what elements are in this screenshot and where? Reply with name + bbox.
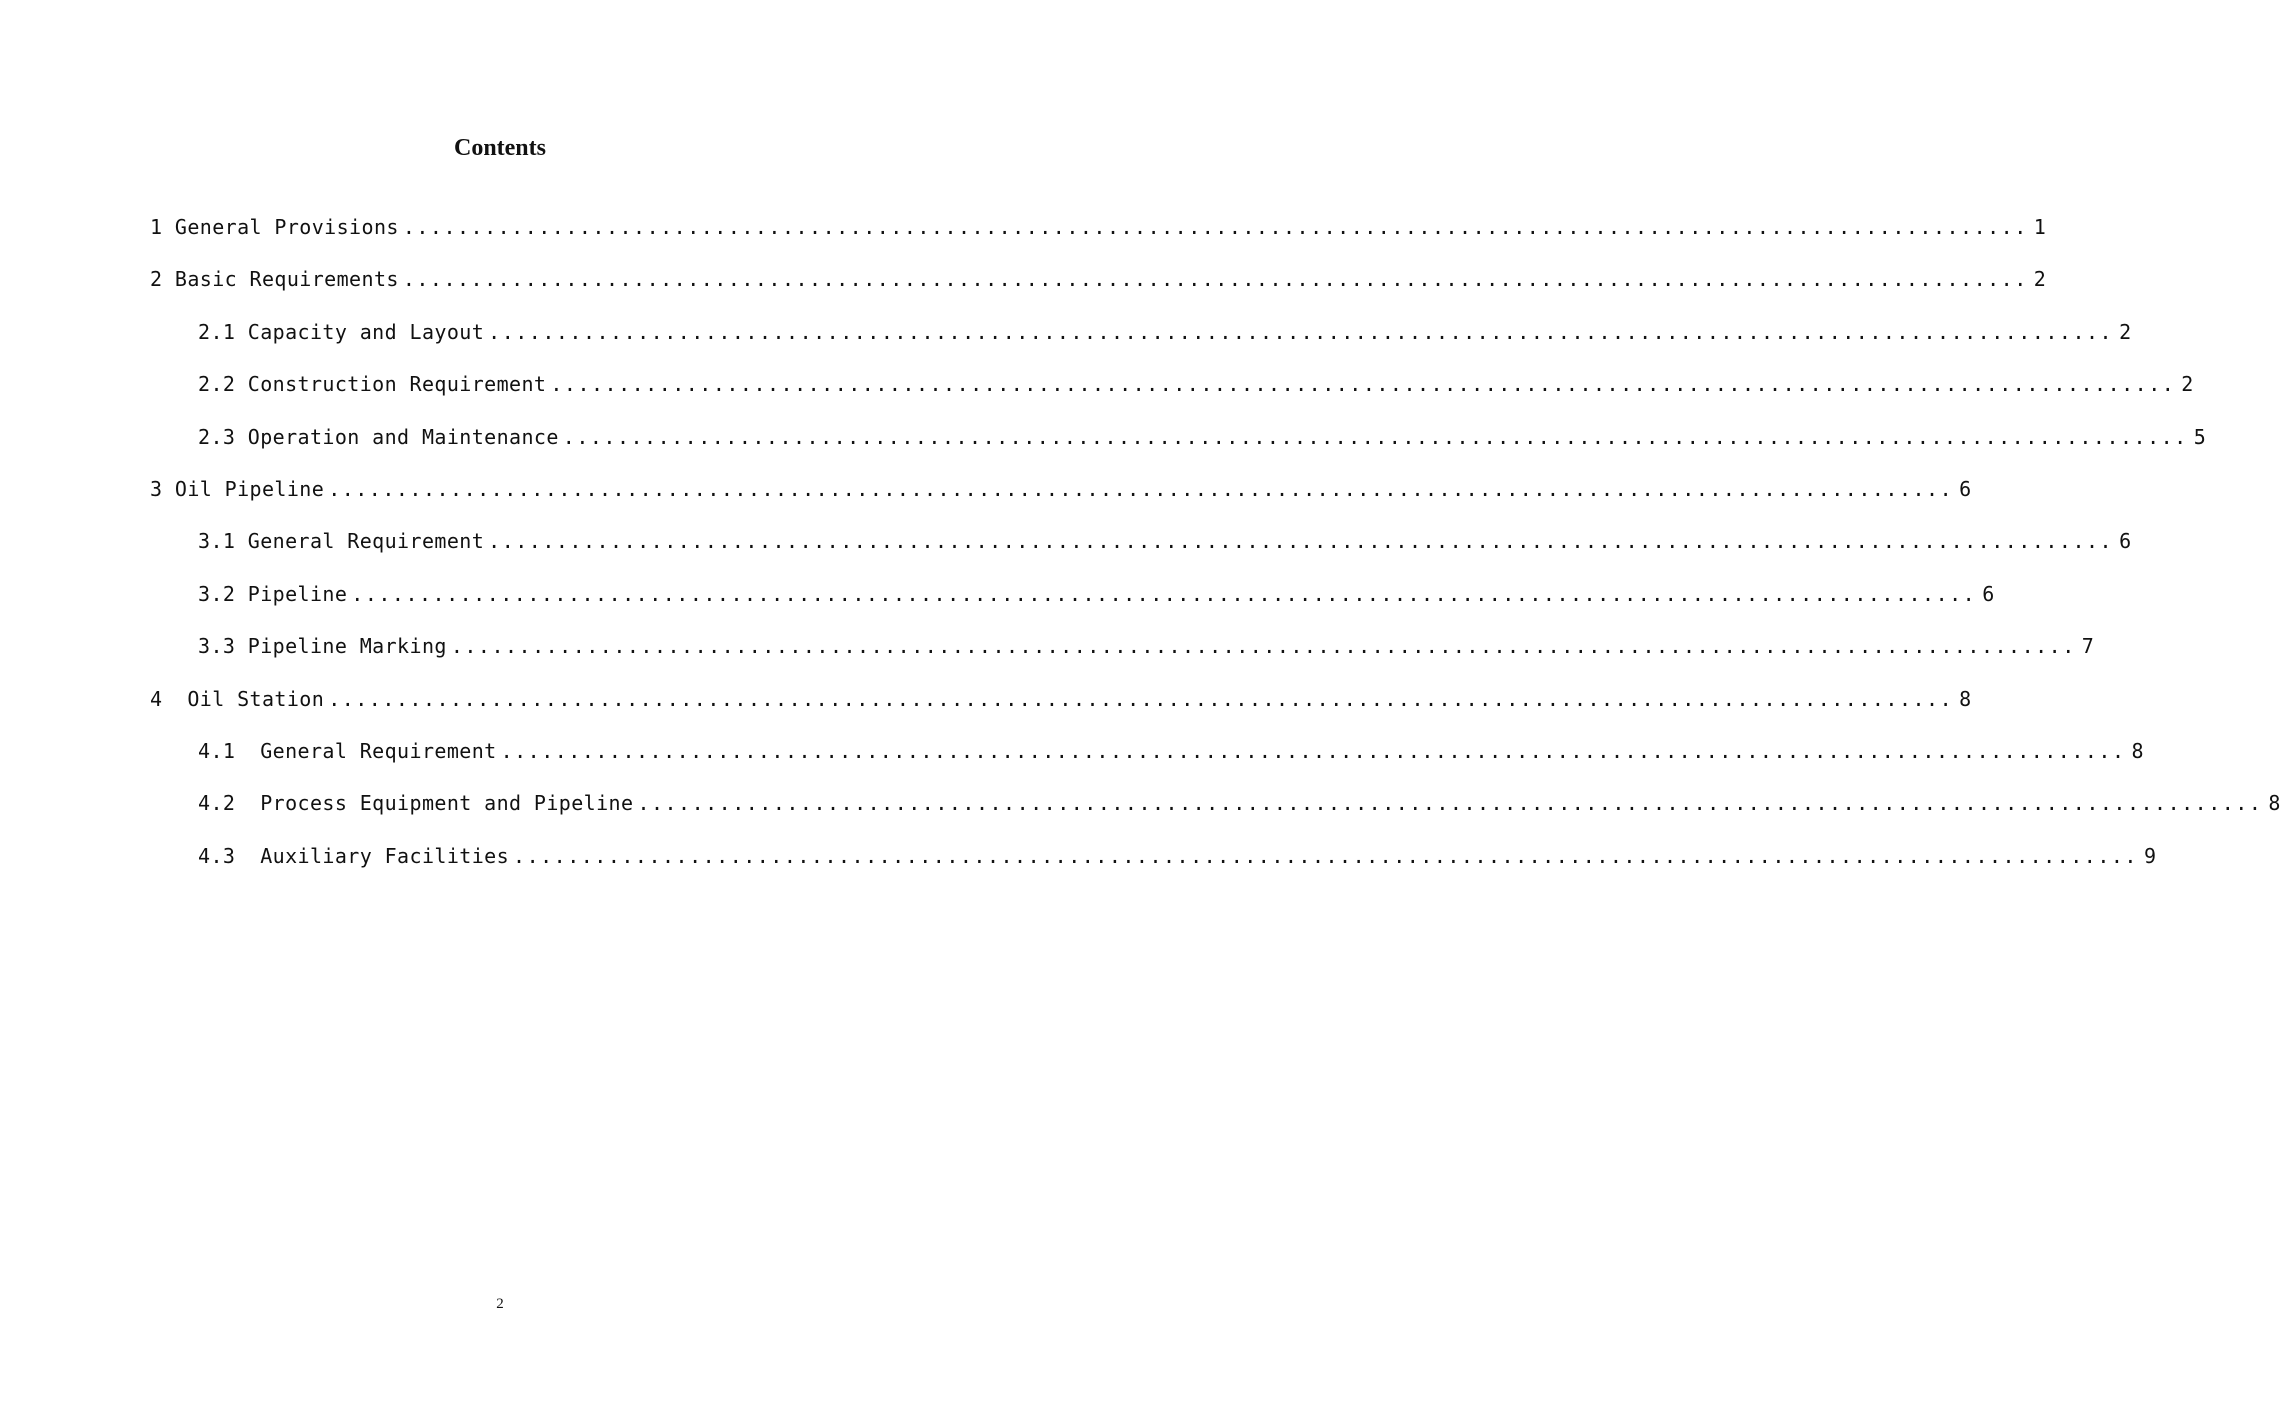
- toc-entry-label: 2 Basic Requirements: [150, 267, 399, 292]
- toc-entry-label: 2.3 Operation and Maintenance: [198, 424, 559, 449]
- toc-leader-dots: ........................................................................................................................: [402, 215, 2028, 239]
- toc-entry-label: 3.3 Pipeline Marking: [198, 634, 447, 659]
- toc-entry-label: 4.3 Auxiliary Facilities: [198, 843, 510, 868]
- toc-entry-label: 2.2 Construction Requirement: [198, 372, 547, 397]
- toc-entry[interactable]: [150, 315, 2132, 367]
- page-title: Contents: [453, 135, 546, 161]
- toc-entry[interactable]: [150, 472, 1972, 524]
- toc-entry-label: 4.1 General Requirement: [198, 738, 497, 763]
- toc-entry[interactable]: [150, 210, 2047, 262]
- toc-leader-dots: ........................................................................................................................: [637, 791, 2263, 816]
- toc-entry-page: 8: [2268, 791, 2281, 816]
- toc-entry-page: 6: [1959, 476, 1972, 501]
- toc-leader-dots: ........................................................................................................................: [550, 372, 2176, 397]
- toc-entry-label: 2.1 Capacity and Layout: [198, 319, 485, 344]
- page-number: 2: [496, 1296, 504, 1312]
- toc-leader-dots: ........................................................................................................................: [513, 843, 2138, 868]
- toc-entry-label: 1 General Provisions: [150, 215, 399, 239]
- toc-leader-dots: ........................................................................................................................: [328, 476, 1954, 501]
- toc-leader-dots: ........................................................................................................................: [328, 686, 1954, 711]
- toc-entry-page: 8: [1959, 686, 1972, 711]
- toc-entry[interactable]: [150, 524, 2132, 576]
- toc-entry-page: 6: [2119, 529, 2132, 554]
- toc-entry[interactable]: [150, 367, 2194, 419]
- toc-leader-dots: ........................................................................................................................: [562, 424, 2188, 449]
- toc-entry[interactable]: [150, 839, 2157, 891]
- toc-leader-dots: ........................................................................................................................: [500, 738, 2126, 763]
- toc-entry[interactable]: [150, 262, 2047, 314]
- toc-entry[interactable]: [150, 420, 2207, 472]
- toc-leader-dots: ........................................................................................................................: [488, 319, 2114, 344]
- toc-leader-dots: ........................................................................................................................: [488, 529, 2114, 554]
- toc-entry-page: 9: [2143, 843, 2157, 868]
- toc-entry-label: 3.2 Pipeline: [198, 581, 348, 606]
- toc-entry-page: 2: [2119, 319, 2132, 344]
- toc-leader-dots: ........................................................................................................................: [402, 267, 2028, 292]
- toc-entry[interactable]: [150, 682, 1972, 734]
- toc-entry[interactable]: [150, 734, 2144, 786]
- toc-entry-page: 7: [2081, 634, 2095, 659]
- toc-entry[interactable]: [150, 629, 2095, 681]
- toc-leader-dots: ........................................................................................................................: [351, 581, 1977, 606]
- toc-entry[interactable]: [150, 786, 2281, 838]
- toc-entry-page: 1: [2033, 215, 2047, 239]
- toc-entry[interactable]: [150, 577, 1995, 629]
- toc-entry-page: 5: [2193, 424, 2207, 449]
- toc-entry-label: 4 Oil Station: [150, 686, 325, 711]
- toc-entry-label: 4.2 Process Equipment and Pipeline: [198, 791, 634, 816]
- toc-entry-label: 3.1 General Requirement: [198, 529, 485, 554]
- toc-entry-page: 6: [1982, 581, 1995, 606]
- toc-leader-dots: ........................................................................................................................: [450, 634, 2076, 659]
- toc-entry-page: 8: [2131, 738, 2144, 763]
- toc-entry-page: 2: [2033, 267, 2047, 292]
- toc-entry-label: 3 Oil Pipeline: [150, 476, 325, 501]
- toc-entry-page: 2: [2181, 372, 2194, 397]
- table-of-contents: [150, 210, 2281, 891]
